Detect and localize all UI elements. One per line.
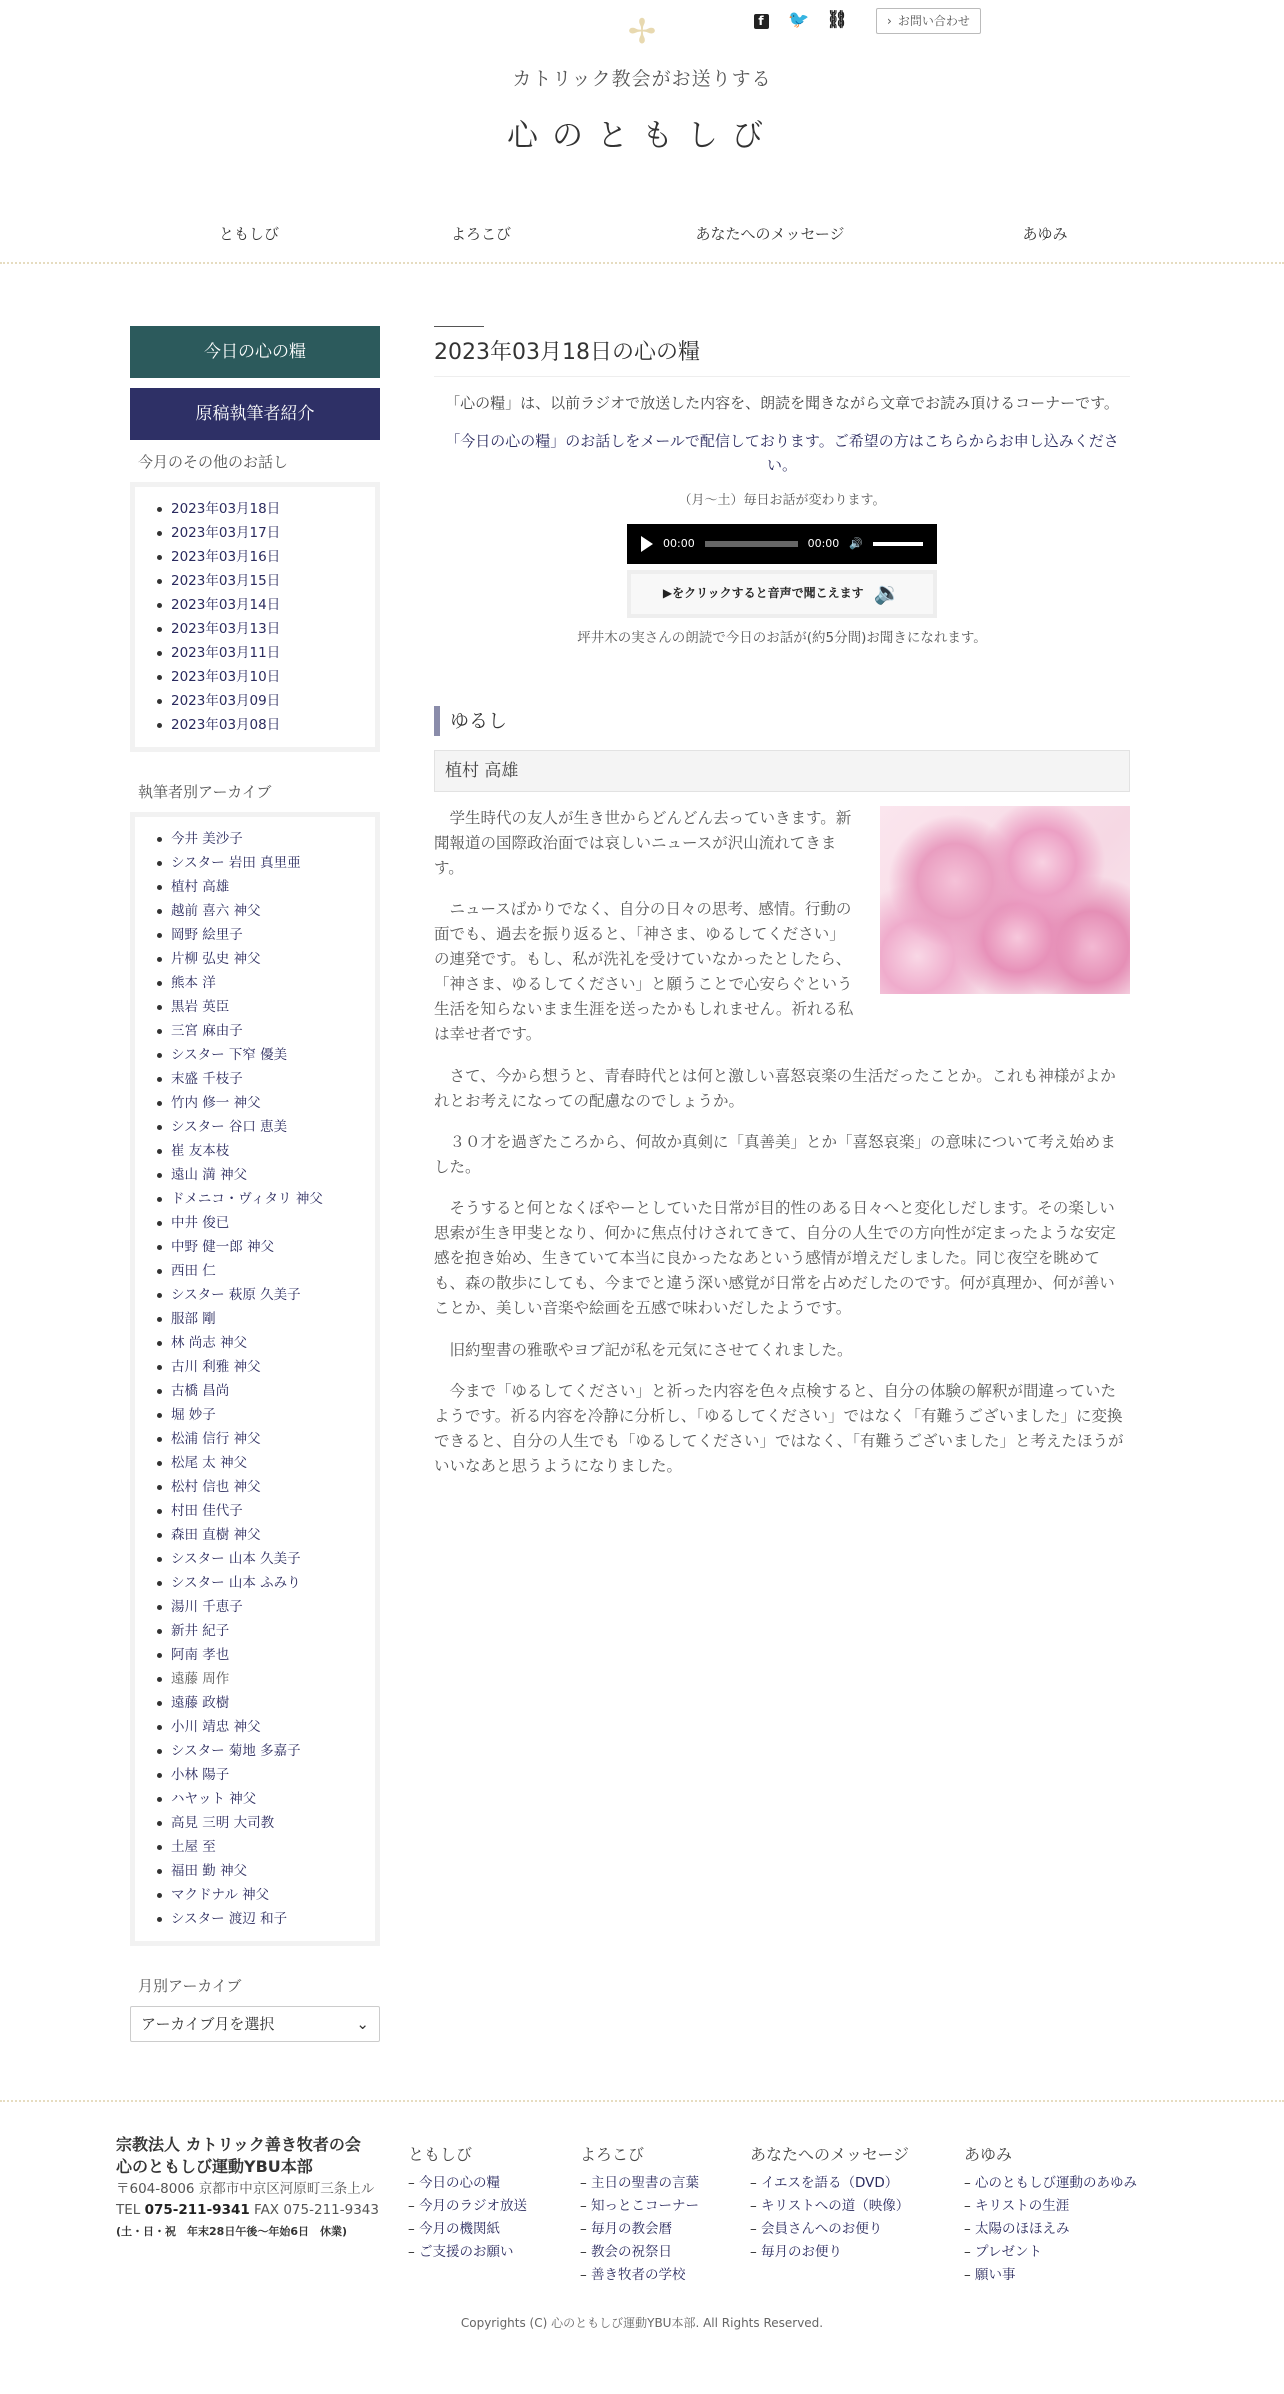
- month-list-item[interactable]: 2023年03月10日: [153, 665, 375, 689]
- article-paragraph: そうすると何となくぼやーとしていた日常が目的性のある日々へと変化しだします。その楽しい思索が生き甲斐となり、何かに焦点付けされてきて、自分の人生での方向性が定まったような安定感を抱き始め、生きていて本当に良かったなあという感情が増えだしました。同じ夜空を眺めても、森の散歩にしても、今までと違う深い感覚が日常を占めだしたのです。何が真理か、何が善いことか、美しい音楽や絵画を五感で味わいだしたようです。: [434, 1199, 1116, 1318]
- author-list-item[interactable]: シスター 菊地 多嘉子: [153, 1739, 375, 1763]
- fax-number: FAX 075-211-9343: [254, 2202, 379, 2219]
- author-list: [153, 827, 375, 1931]
- tel-label: TEL: [116, 2202, 141, 2219]
- author-archive-heading: 執筆者別アーカイブ: [138, 783, 272, 801]
- site-tagline: カトリック教会がお送りする: [512, 68, 772, 90]
- author-list-item[interactable]: 村田 佳代子: [153, 1499, 375, 1523]
- author-list-item[interactable]: シスター 山本 久美子: [153, 1547, 375, 1571]
- author-list-item[interactable]: 古橋 昌尚: [153, 1379, 375, 1403]
- copyright: Copyrights (C) 心のともしび運動YBU本部. All Rights Reserved.: [460, 2316, 824, 2330]
- hyacinth-image: [880, 806, 1130, 994]
- author-list-item[interactable]: ハヤット 神父: [153, 1787, 375, 1811]
- footer-link[interactable]: – ご支援のお願い: [408, 2241, 527, 2264]
- org-address: 〒604-8006 京都市中京区河原町三条上ル: [116, 2180, 375, 2197]
- month-list-item[interactable]: 2023年03月08日: [153, 713, 375, 737]
- author-list-item[interactable]: 阿南 孝也: [153, 1643, 375, 1667]
- article-paragraph: さて、今から想うと、青春時代とは何と激しい喜怒哀楽の生活だったことか。これも神様がよかれとお考えになっての配慮なのでしょうか。: [434, 1066, 1116, 1110]
- footer-link[interactable]: – イエスを語る（DVD）: [750, 2172, 909, 2195]
- author-list-item[interactable]: 新井 紀子: [153, 1619, 375, 1643]
- current-time: 00:00: [663, 537, 695, 551]
- footer-link[interactable]: – 毎月のお便り: [750, 2241, 909, 2264]
- footer-link[interactable]: – 毎月の教会暦: [580, 2218, 699, 2241]
- month-list-item[interactable]: 2023年03月13日: [153, 617, 375, 641]
- author-list-item[interactable]: 松浦 信行 神父: [153, 1427, 375, 1451]
- listen-label: ▶をクリックすると音声で聞こえます: [662, 586, 864, 601]
- article-paragraph: 旧約聖書の雅歌やヨブ記が私を元気にさせてくれました。: [449, 1340, 853, 1359]
- footer-link[interactable]: – キリストへの道（映像）: [750, 2195, 909, 2218]
- author-list-item[interactable]: 高見 三明 大司教: [153, 1811, 375, 1835]
- author-list-item[interactable]: 遠藤 政樹: [153, 1691, 375, 1715]
- intro-text: 「心の糧」は、以前ラジオで放送した内容を、朗読を聞きながら文章でお読み頂けるコーナーです。: [445, 394, 1119, 413]
- org-phone: [116, 2200, 386, 2222]
- article-author: 植村 高雄: [434, 750, 1130, 792]
- twitter-icon[interactable]: 🐦: [788, 10, 810, 31]
- site-title[interactable]: 心のともしび: [507, 118, 777, 154]
- author-list-item[interactable]: シスター 萩原 久美子: [153, 1283, 375, 1307]
- footer-link[interactable]: – 知っとこコーナー: [580, 2195, 699, 2218]
- author-list-item[interactable]: 林 尚志 神父: [153, 1331, 375, 1355]
- footer-link[interactable]: – 今月のラジオ放送: [408, 2195, 527, 2218]
- author-list-item[interactable]: 岡野 絵里子: [153, 923, 375, 947]
- footer-link[interactable]: – 善き牧者の学校: [580, 2264, 699, 2287]
- page-title: 2023年03月18日の心の糧: [434, 335, 1130, 377]
- contact-label: お問い合わせ: [897, 14, 970, 28]
- footer-column-heading[interactable]: ともしび: [408, 2145, 473, 2164]
- author-list-item[interactable]: 中野 健一郎 神父: [153, 1235, 375, 1259]
- article-paragraph: 学生時代の友人が生き世からどんどん去っていきます。新聞報道の国際政治面では哀しいニュースが沢山流れてきます。: [434, 808, 852, 877]
- business-hours: (土・日・祝 年末28日午後〜年始6日 休業): [116, 2224, 348, 2238]
- tel-number[interactable]: 075-211-9341: [144, 2202, 250, 2219]
- nav-item-tomoshibi[interactable]: ともしび: [218, 225, 279, 243]
- site-header: [0, 0, 1284, 243]
- article-body: [434, 806, 1130, 1480]
- author-list-item[interactable]: マクドナル 神父: [153, 1883, 375, 1907]
- author-list-item[interactable]: 西田 仁: [153, 1259, 375, 1283]
- author-list-item[interactable]: 小川 靖忠 神父: [153, 1715, 375, 1739]
- archive-select-label: アーカイブ月を選択: [141, 2015, 275, 2033]
- title-rule: [434, 326, 484, 327]
- month-list-item[interactable]: 2023年03月09日: [153, 689, 375, 713]
- chevron-down-icon: ⌄: [356, 2015, 369, 2033]
- today-button[interactable]: 今日の心の糧: [130, 326, 380, 378]
- author-list-item[interactable]: 植村 高雄: [153, 875, 375, 899]
- footer-column-heading[interactable]: あなたへのメッセージ: [750, 2145, 910, 2164]
- author-list-item[interactable]: 森田 直樹 神父: [153, 1523, 375, 1547]
- facebook-icon[interactable]: f: [750, 10, 772, 32]
- article-paragraph: 今まで「ゆるしてください」と祈った内容を色々点検すると、自分の体験の解釈が間違っていたようです。祈る内容を冷静に分析し、「ゆるしてください」ではなく「有難うございました」に変換できると、自分の人生でも「ゆるしてください」ではなく、「有難うございました」と考えたほうがいいなあと思うようになりました。: [434, 1381, 1124, 1475]
- volume-icon[interactable]: 🔊: [849, 537, 863, 551]
- footer-link[interactable]: – 願い事: [964, 2264, 1137, 2287]
- footer-org: [116, 2134, 386, 2242]
- footer-link[interactable]: – 今日の心の糧: [408, 2172, 527, 2195]
- footer-column-heading[interactable]: あゆみ: [964, 2145, 1013, 2164]
- author-list-item[interactable]: 松村 信也 神父: [153, 1475, 375, 1499]
- footer-column: [580, 2142, 699, 2287]
- link-icon[interactable]: ⛓: [826, 10, 848, 31]
- schedule-note: （月～土）毎日お話が変わります。: [678, 493, 886, 509]
- author-list-item[interactable]: 崔 友本枝: [153, 1139, 375, 1163]
- article-paragraph: ニュースばかりでなく、自分の日々の思考、感情。行動の面でも、過去を振り返ると、「神さま、ゆるしてください」の連発です。もし、私が洗礼を受けていなかったとしたら、「神さま、ゆるしてください」と願うことで心安らぐという生活を知らないまま生涯を送ったかもしれません。祈れる私は幸せ者です。: [434, 899, 854, 1044]
- author-list-item[interactable]: 小林 陽子: [153, 1763, 375, 1787]
- author-list-item[interactable]: 遠藤 周作: [153, 1667, 375, 1691]
- reader-note: 坪井木の実さんの朗読で今日のお話が(約5分間)お聞きになれます。: [577, 629, 987, 646]
- footer-link[interactable]: – 教会の祝祭日: [580, 2241, 699, 2264]
- month-heading: 今月のその他のお話し: [138, 453, 289, 471]
- article-paragraph: ３０才を過ぎたころから、何故か真剣に「真善美」とか「喜怒哀楽」の意味について考え始めました。: [434, 1132, 1116, 1176]
- footer-column: [408, 2142, 527, 2264]
- footer-column-heading[interactable]: よろこび: [580, 2145, 645, 2164]
- author-list-item[interactable]: 松尾 太 神父: [153, 1451, 375, 1475]
- duration: 00:00: [807, 537, 840, 551]
- author-list-item[interactable]: 中井 俊已: [153, 1211, 375, 1235]
- seek-bar[interactable]: [705, 541, 798, 547]
- month-list-item[interactable]: 2023年03月14日: [153, 593, 375, 617]
- nav-item-message[interactable]: あなたへのメッセージ: [695, 225, 845, 243]
- org-name: 宗教法人 カトリック善き牧者の会: [116, 2135, 361, 2154]
- contact-button[interactable]: [876, 8, 981, 34]
- month-list: [153, 497, 375, 737]
- org-sub-name: 心のともしび運動YBU本部: [116, 2157, 313, 2177]
- author-list-item[interactable]: 三宮 麻由子: [153, 1019, 375, 1043]
- author-list-item[interactable]: 越前 喜六 神父: [153, 899, 375, 923]
- footer-link[interactable]: – プレゼント: [964, 2241, 1137, 2264]
- author-list-item[interactable]: 竹内 修一 神父: [153, 1091, 375, 1115]
- author-list-item[interactable]: 熊本 洋: [153, 971, 375, 995]
- listen-hint: [627, 570, 937, 618]
- monthly-archive-heading: 月別アーカイブ: [138, 1977, 242, 1995]
- month-list-item[interactable]: 2023年03月17日: [153, 521, 375, 545]
- author-list-item[interactable]: シスター 岩田 真里亜: [153, 851, 375, 875]
- authors-button[interactable]: 原稿執筆者紹介: [130, 388, 380, 440]
- author-list-box: [130, 812, 380, 1946]
- archive-month-select[interactable]: [130, 2006, 380, 2042]
- author-list-item[interactable]: 黒岩 英臣: [153, 995, 375, 1019]
- month-list-item[interactable]: 2023年03月11日: [153, 641, 375, 665]
- main-content: [434, 326, 1130, 1495]
- month-list-item[interactable]: 2023年03月18日: [153, 497, 375, 521]
- author-list-item[interactable]: シスター 谷口 恵美: [153, 1115, 375, 1139]
- footer-link[interactable]: – 会員さんへのお便り: [750, 2218, 909, 2241]
- author-list-item[interactable]: 土屋 至: [153, 1835, 375, 1859]
- social-links: [750, 8, 981, 34]
- section-title: ゆるし: [434, 706, 1130, 736]
- month-list-box: [130, 482, 380, 752]
- footer-link[interactable]: – 主日の聖書の言葉: [580, 2172, 699, 2195]
- mail-subscribe-link[interactable]: 「今日の心の糧」のお話しをメールで配信しております。ご希望の方はこちらからお申し込みください。: [445, 432, 1119, 475]
- play-icon[interactable]: [641, 536, 653, 552]
- author-list-item[interactable]: シスター 下窄 優美: [153, 1043, 375, 1067]
- month-list-item[interactable]: 2023年03月15日: [153, 569, 375, 593]
- footer-column: [750, 2142, 909, 2264]
- footer-link[interactable]: – キリストの生涯: [964, 2195, 1137, 2218]
- speaker-icon: 🔉: [873, 581, 902, 607]
- author-list-item[interactable]: 堀 妙子: [153, 1403, 375, 1427]
- author-list-item[interactable]: 遠山 満 神父: [153, 1163, 375, 1187]
- author-list-item[interactable]: 福田 勤 神父: [153, 1859, 375, 1883]
- footer-link[interactable]: – 心のともしび運動のあゆみ: [964, 2172, 1137, 2195]
- author-list-item[interactable]: 湯川 千恵子: [153, 1595, 375, 1619]
- author-list-item[interactable]: 片柳 弘史 神父: [153, 947, 375, 971]
- chevron-right-icon: ›: [887, 14, 892, 28]
- author-list-item[interactable]: 服部 剛: [153, 1307, 375, 1331]
- volume-slider[interactable]: [873, 542, 923, 546]
- footer-column: [964, 2142, 1137, 2287]
- author-list-item[interactable]: 今井 美沙子: [153, 827, 375, 851]
- footer-link[interactable]: – 太陽のほほえみ: [964, 2218, 1137, 2241]
- audio-player: [627, 524, 937, 564]
- nav-item-yorokobi[interactable]: よろこび: [450, 225, 511, 243]
- month-list-item[interactable]: 2023年03月16日: [153, 545, 375, 569]
- author-list-item[interactable]: 古川 利雅 神父: [153, 1355, 375, 1379]
- site-footer: [0, 2100, 1284, 2394]
- nav-item-ayumi[interactable]: あゆみ: [1022, 225, 1068, 243]
- cross-icon: ✢: [627, 12, 657, 52]
- global-nav: [0, 222, 1284, 264]
- author-list-item[interactable]: 末盛 千枝子: [153, 1067, 375, 1091]
- footer-link[interactable]: – 今月の機関紙: [408, 2218, 527, 2241]
- sidebar: [130, 326, 380, 2042]
- author-list-item[interactable]: シスター 渡辺 和子: [153, 1907, 375, 1931]
- author-list-item[interactable]: ドメニコ・ヴィタリ 神父: [153, 1187, 375, 1211]
- author-list-item[interactable]: シスター 山本 ふみり: [153, 1571, 375, 1595]
